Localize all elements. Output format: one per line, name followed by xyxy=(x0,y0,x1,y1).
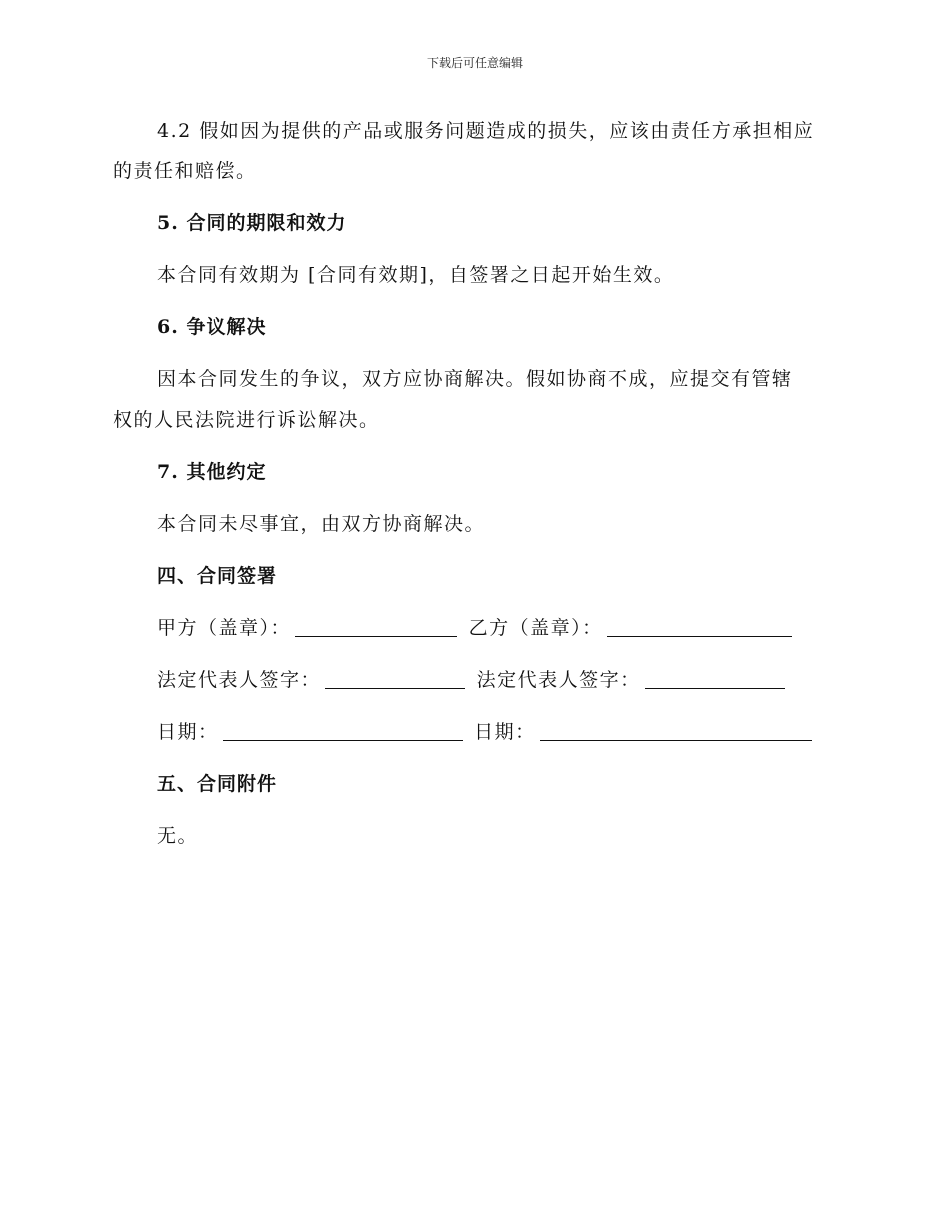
clause-4-2-line1: 4.2 假如因为提供的产品或服务问题造成的损失，应该由责任方承担相应 xyxy=(157,120,815,142)
party-b-seal-blank[interactable] xyxy=(607,618,792,637)
party-a-seal-blank[interactable] xyxy=(295,618,457,637)
rep-sign-row xyxy=(157,665,785,692)
section-6-line2: 权的人民法院进行诉讼解决。 xyxy=(113,409,380,431)
date-row xyxy=(157,717,812,744)
section-7-text: 本合同未尽事宜，由双方协商解决。 xyxy=(157,513,486,535)
page-header: 下载后可任意编辑 xyxy=(426,56,523,70)
section-6-line1: 因本合同发生的争议，双方应协商解决。假如协商不成，应提交有管辖 xyxy=(157,368,793,390)
part-5-text: 无。 xyxy=(157,825,199,847)
party-a-rep-sign-label: 法定代表人签字： xyxy=(157,669,322,691)
party-b-rep-sign-label: 法定代表人签字： xyxy=(476,669,641,691)
party-a-seal-label: 甲方（盖章）： xyxy=(157,617,292,639)
seal-row xyxy=(157,613,792,640)
part-5-heading: 五、合同附件 xyxy=(157,773,278,795)
part-4-heading: 四、合同签署 xyxy=(157,565,278,587)
party-b-seal-label: 乙方（盖章）： xyxy=(468,617,603,639)
section-5-text: 本合同有效期为 [合同有效期]，自签署之日起开始生效。 xyxy=(157,264,675,286)
clause-4-2-line2: 的责任和赔偿。 xyxy=(113,160,257,182)
party-b-date-label: 日期： xyxy=(474,721,536,743)
section-7-heading: 7. 其他约定 xyxy=(157,461,267,483)
party-b-date-blank[interactable] xyxy=(540,722,812,741)
party-a-rep-sign-blank[interactable] xyxy=(325,670,465,689)
section-5-heading: 5. 合同的期限和效力 xyxy=(157,212,347,234)
party-a-date-blank[interactable] xyxy=(223,722,463,741)
party-a-date-label: 日期： xyxy=(157,721,219,743)
section-6-heading: 6. 争议解决 xyxy=(157,316,267,338)
party-b-rep-sign-blank[interactable] xyxy=(645,670,785,689)
